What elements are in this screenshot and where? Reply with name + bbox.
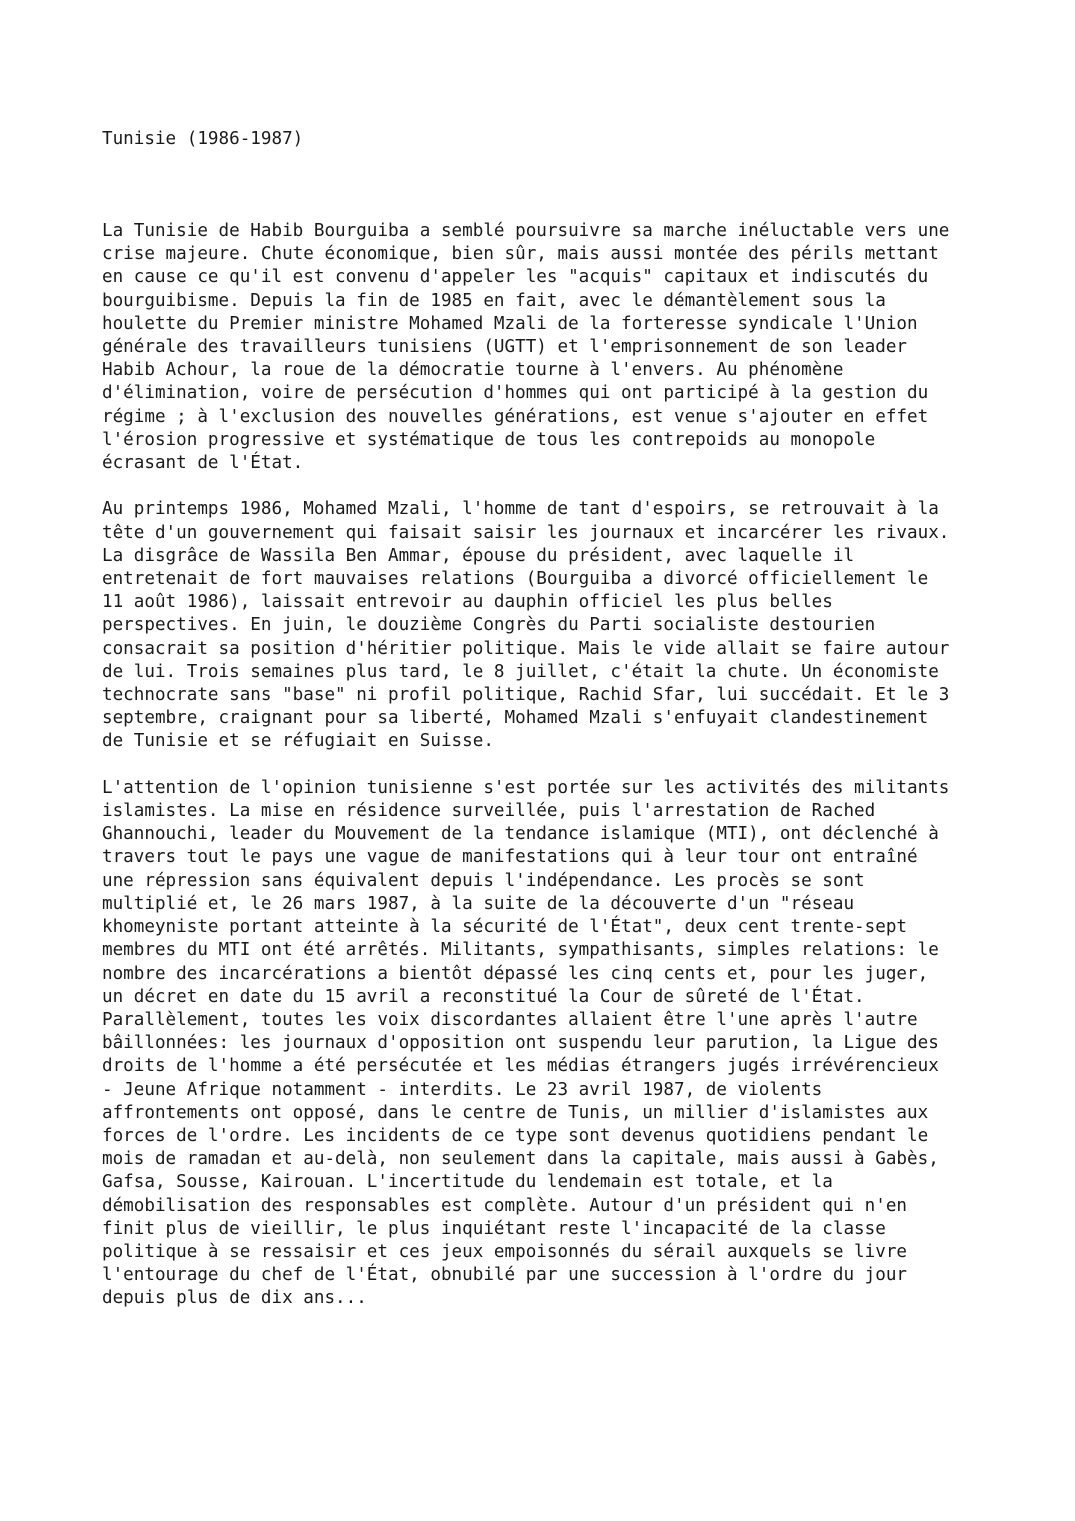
body-line: politique à se ressaisir et ces jeux empoisonnés du sérail auxquels se livre: [102, 1241, 908, 1262]
body-line: en cause ce qu'il est convenu d'appeler les "acquis" capitaux et indiscutés du: [102, 267, 929, 288]
body-line: Habib Achour, la roue de la démocratie tourne à l'envers. Au phénomène: [102, 360, 844, 381]
body-line: régime ; à l'exclusion des nouvelles générations, est venue s'ajouter en effet: [102, 406, 929, 427]
body-line: Ghannouchi, leader du Mouvement de la tendance islamique (MTI), ont déclenché à: [102, 824, 939, 845]
body-line: écrasant de l'État.: [102, 453, 304, 474]
body-line: droits de l'homme a été persécutée et les médias étrangers jugés irrévérencieux: [102, 1056, 939, 1077]
body-line: perspectives. En juin, le douzième Congrès du Parti socialiste destourien: [102, 615, 876, 636]
body-line: bâillonnées: les journaux d'opposition ont suspendu leur parution, la Ligue des: [102, 1033, 939, 1054]
body-line: membres du MTI ont été arrêtés. Militants, sympathisants, simples relations: le: [102, 940, 939, 961]
body-line: entretenait de fort mauvaises relations (Bourguiba a divorcé officiellement le: [102, 569, 929, 590]
body-line: d'élimination, voire de persécution d'hommes qui ont participé à la gestion du: [102, 383, 929, 404]
body-line: l'érosion progressive et systématique de tous les contrepoids au monopole: [102, 429, 876, 450]
body-line: mois de ramadan et au-delà, non seulement dans la capitale, mais aussi à Gabès,: [102, 1149, 939, 1170]
body-line: Gafsa, Sousse, Kairouan. L'incertitude du lendemain est totale, et la: [102, 1172, 833, 1193]
document-body: [102, 220, 949, 1311]
body-line: forces de l'ordre. Les incidents de ce type sont devenus quotidiens pendant le: [102, 1125, 929, 1146]
body-line: l'entourage du chef de l'État, obnubilé par une succession à l'ordre du jour: [102, 1265, 908, 1286]
body-line: technocrate sans "base" ni profil politique, Rachid Sfar, lui succédait. Et le 3: [102, 685, 950, 706]
body-line: - Jeune Afrique notamment - interdits. Le 23 avril 1987, de violents: [102, 1079, 823, 1100]
body-line: L'attention de l'opinion tunisienne s'est portée sur les activités des militants: [102, 777, 950, 798]
body-line: multiplié et, le 26 mars 1987, à la suite de la découverte d'un "réseau: [102, 893, 855, 914]
body-line: Parallèlement, toutes les voix discordantes allaient être l'une après l'autre: [102, 1009, 918, 1030]
body-line: bourguibisme. Depuis la fin de 1985 en fait, avec le démantèlement sous la: [102, 290, 886, 311]
body-line: depuis plus de dix ans...: [102, 1288, 367, 1309]
body-line: finit plus de vieillir, le plus inquiétant reste l'incapacité de la classe: [102, 1218, 886, 1239]
body-line: khomeyniste portant atteinte à la sécurité de l'État", deux cent trente-sept: [102, 917, 908, 938]
body-line: crise majeure. Chute économique, bien sûr, mais aussi montée des périls mettant: [102, 244, 939, 265]
body-line: de lui. Trois semaines plus tard, le 8 juillet, c'était la chute. Un économiste: [102, 661, 939, 682]
body-line: affrontements ont opposé, dans le centre de Tunis, un millier d'islamistes aux: [102, 1102, 929, 1123]
body-line: nombre des incarcérations a bientôt dépassé les cinq cents et, pour les juger,: [102, 963, 929, 984]
body-line: La disgrâce de Wassila Ben Ammar, épouse du président, avec laquelle il: [102, 545, 855, 566]
body-line: houlette du Premier ministre Mohamed Mzali de la forteresse syndicale l'Union: [102, 313, 918, 334]
document-title: Tunisie (1986-1987): [102, 129, 304, 149]
body-line: travers tout le pays une vague de manifestations qui à leur tour ont entraîné: [102, 847, 918, 868]
body-line: de Tunisie et se réfugiait en Suisse.: [102, 731, 494, 752]
paragraph-gap: [102, 754, 949, 777]
body-line: tête d'un gouvernement qui faisait saisir les journaux et incarcérer les rivaux.: [102, 522, 950, 543]
body-line: 11 août 1986), laissait entrevoir au dauphin officiel les plus belles: [102, 592, 833, 613]
body-line: démobilisation des responsables est complète. Autour d'un président qui n'en: [102, 1195, 908, 1216]
body-line: générale des travailleurs tunisiens (UGTT) et l'emprisonnement de son leader: [102, 337, 908, 358]
body-line: un décret en date du 15 avril a reconstitué la Cour de sûreté de l'État.: [102, 986, 865, 1007]
body-line: La Tunisie de Habib Bourguiba a semblé poursuivre sa marche inéluctable vers une: [102, 221, 950, 241]
body-line: une répression sans équivalent depuis l'indépendance. Les procès se sont: [102, 870, 865, 891]
paragraph-gap: [102, 475, 949, 498]
body-line: Au printemps 1986, Mohamed Mzali, l'homme de tant d'espoirs, se retrouvait à la: [102, 499, 939, 520]
body-line: islamistes. La mise en résidence surveillée, puis l'arrestation de Rached: [102, 801, 876, 822]
body-line: consacrait sa position d'héritier politique. Mais le vide allait se faire autour: [102, 638, 950, 659]
body-line: septembre, craignant pour sa liberté, Mohamed Mzali s'enfuyait clandestinement: [102, 708, 929, 729]
